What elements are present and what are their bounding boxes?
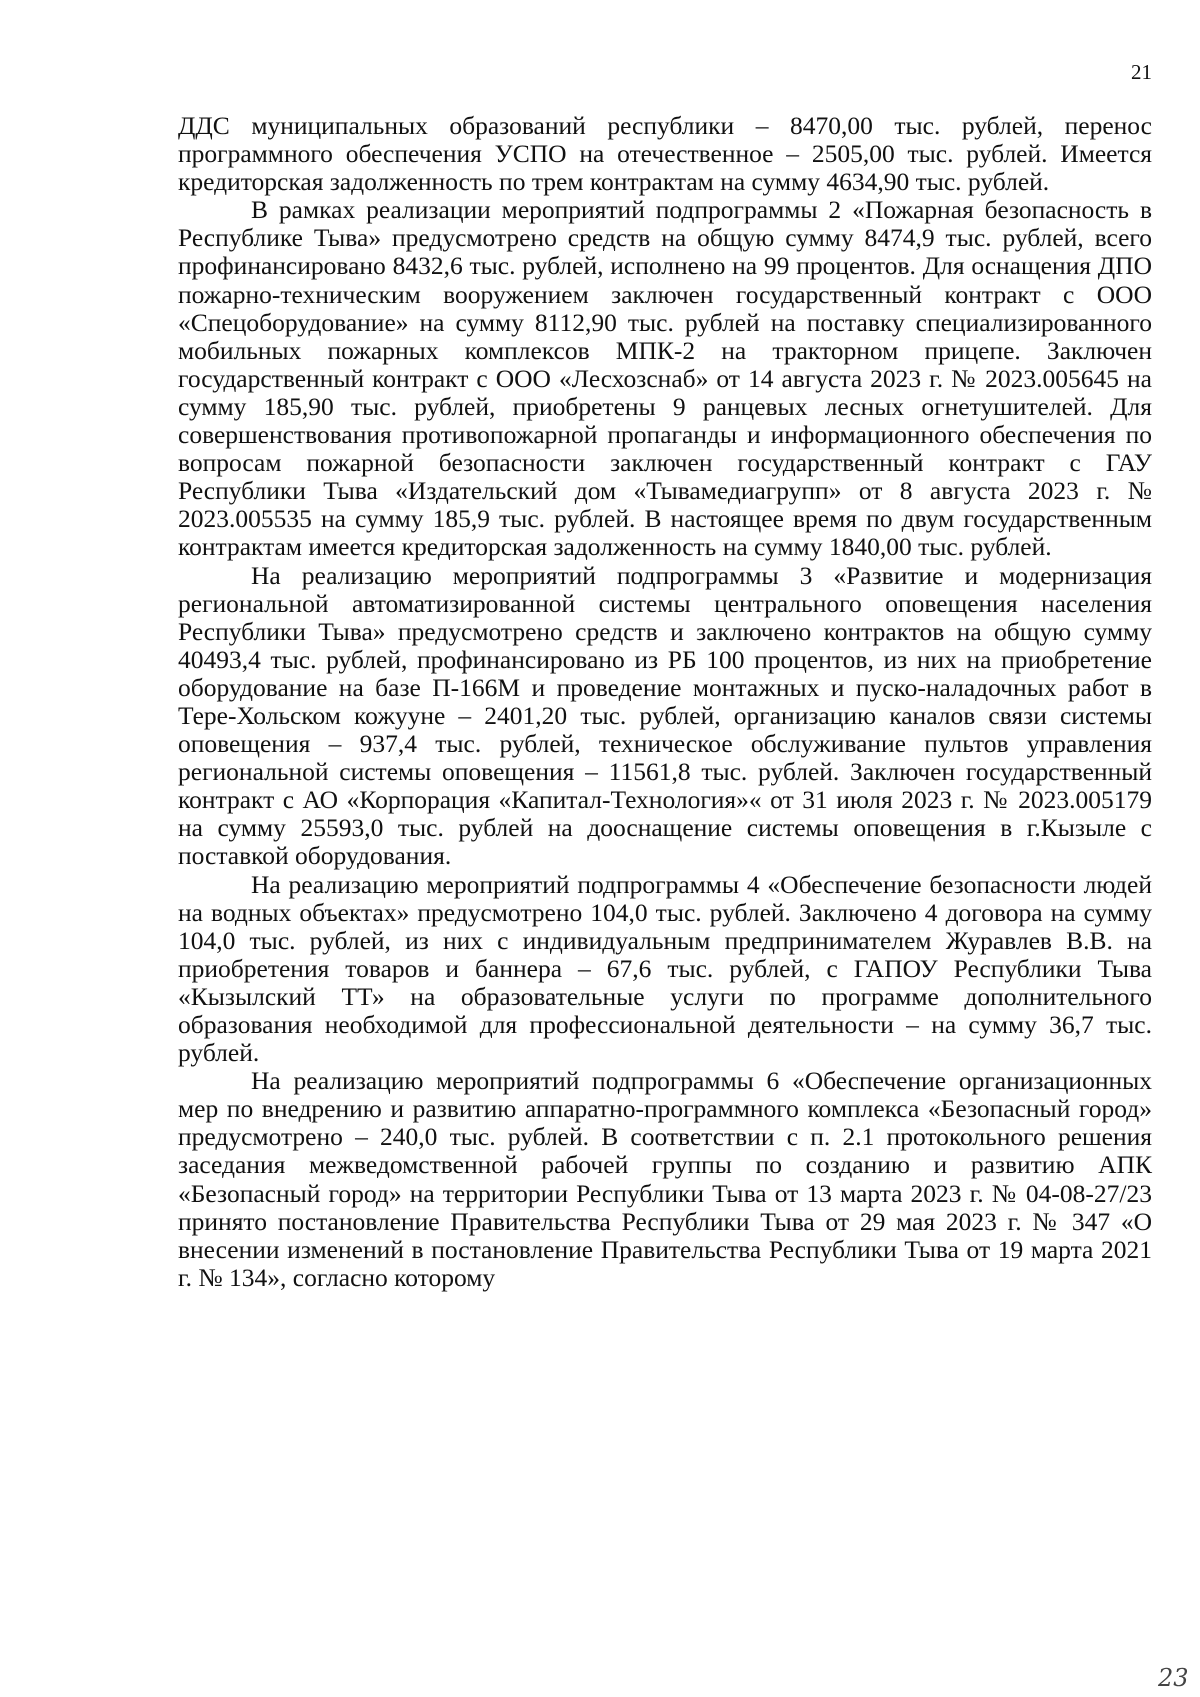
page-number: 21: [1131, 60, 1152, 84]
document-body: [178, 112, 1152, 1292]
paragraph-subprogram-4: На реализацию мероприятий подпрограммы 4 «Обеспечение безопасности людей на водных объектах» предусмотрено 104,0 тыс. рублей. Заключено 4 договора на сумму 104,0 тыс. рублей, из них с индивидуальным предпринимателем Журавлев В.В. на приобретения товаров и баннера – 67,6 тыс. рублей, с ГАПОУ Республики Тыва «Кызылский ТТ» на образовательные услуги по программе дополнительного образования необходимой для профессиональной деятельности – на сумму 36,7 тыс. рублей.: [178, 869, 1152, 1068]
paragraph-dds-continuation: ДДС муниципальных образований республики – 8470,00 тыс. рублей, перенос программного обеспечения УСПО на отечественное – 2505,00 тыс. рублей. Имеется кредиторская задолженность по трем контрактам на сумму 4634,90 тыс. рублей.: [178, 111, 1152, 197]
paragraph-subprogram-2: В рамках реализации мероприятий подпрограммы 2 «Пожарная безопасность в Республике Тыва» предусмотрено средств на общую сумму 8474,9 тыс. рублей, всего профинансировано 8432,6 тыс. рублей, исполнено на 99 процентов. Для оснащения ДПО пожарно-техническим вооружением заключен государственный контракт с ООО «Спецоборудование» на сумму 8112,90 тыс. рублей на поставку специализированного мобильных пожарных комплексов МПК-2 на тракторном прицепе. Заключен государственный контракт с ООО «Лесхозснаб» от 14 августа 2023 г. № 2023.005645 на сумму 185,90 тыс. рублей, приобретены 9 ранцевых лесных огнетушителей. Для совершенствования противопожарной пропаганды и информационного обеспечения по вопросам пожарной безопасности заключен государственный контракт с ГАУ Республики Тыва «Издательский дом «Тывамедиагрупп» от 8 августа 2023 г. № 2023.005535 на сумму 185,9 тыс. рублей. В настоящее время по двум государственным контрактам имеется кредиторская задолженность на сумму 1840,00 тыс. рублей.: [178, 195, 1152, 562]
paragraph-subprogram-3: На реализацию мероприятий подпрограммы 3 «Развитие и модернизация региональной автоматизированной системы центрального оповещения населения Республики Тыва» предусмотрено средств и заключено контрактов на общую сумму 40493,4 тыс. рублей, профинансировано из РБ 100 процентов, из них на приобретение оборудование на базе П-166М и проведение монтажных и пуско-наладочных работ в Тере-Хольском кожууне – 2401,20 тыс. рублей, организацию каналов связи системы оповещения – 937,4 тыс. рублей, техническое обслуживание пультов управления региональной системы оповещения – 11561,8 тыс. рублей. Заключен государственный контракт с АО «Корпорация «Капитал-Технология»« от 31 июля 2023 г. № 2023.005179 на сумму 25593,0 тыс. рублей на дооснащение системы оповещения в г.Кызыле с поставкой оборудования.: [178, 560, 1152, 871]
handwritten-page-mark: 23: [1158, 1664, 1189, 1692]
paragraph-subprogram-6: На реализацию мероприятий подпрограммы 6 «Обеспечение организационных мер по внедрению и развитию аппаратно-программного комплекса «Безопасный город» предусмотрено – 240,0 тыс. рублей. В соответствии с п. 2.1 протокольного решения заседания межведомственной рабочей группы по созданию и развитию АПК «Безопасный город» на территории Республики Тыва от 13 марта 2023 г. № 04-08-27/23 принято постановление Правительства Республики Тыва от 29 мая 2023 г. № 347 «О внесении изменений в постановление Правительства Республики Тыва от 19 марта 2021 г. № 134», согласно которому: [178, 1066, 1152, 1292]
